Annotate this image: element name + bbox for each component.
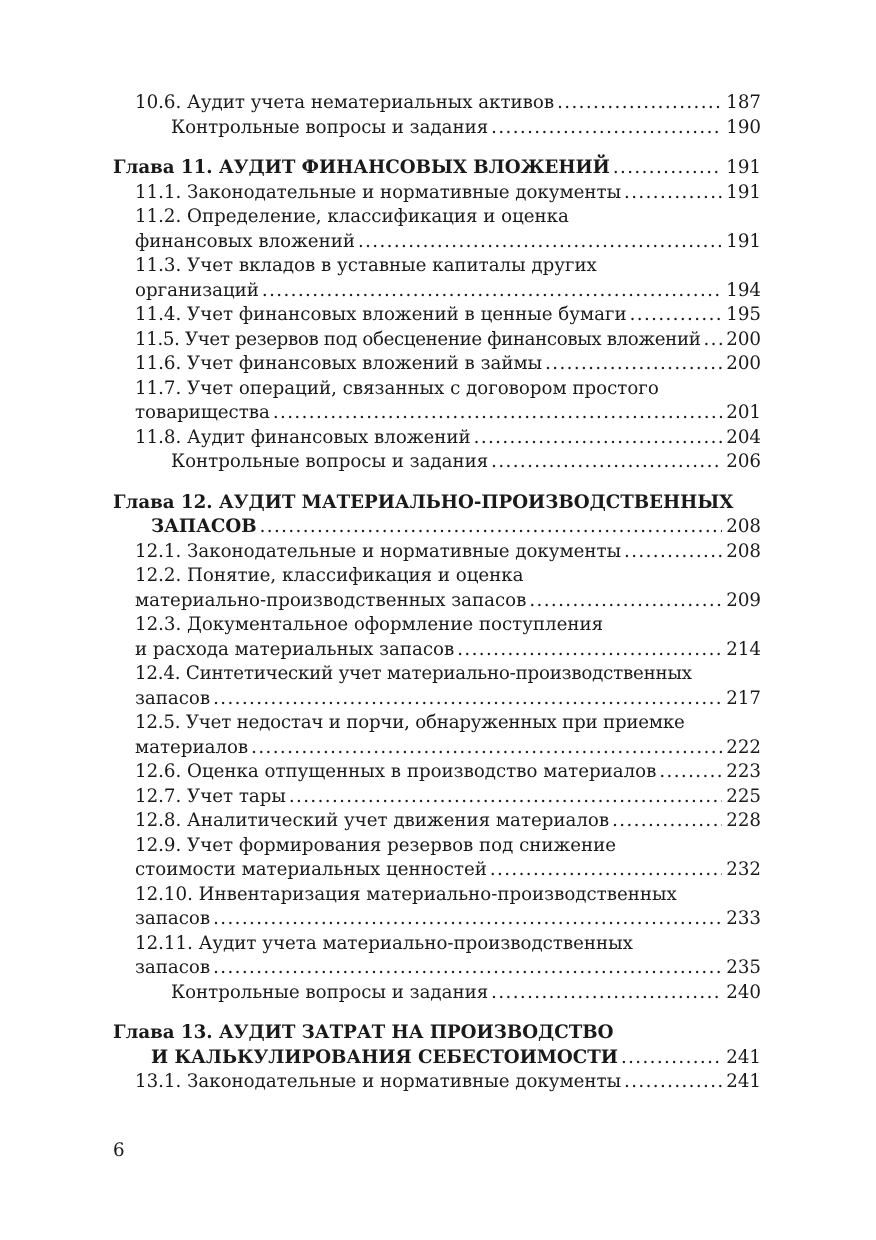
leader-dots bbox=[273, 401, 722, 426]
toc-entry-page: 200 bbox=[726, 353, 761, 374]
toc-entry-title: и расхода материальных запасов bbox=[135, 638, 455, 660]
spacer bbox=[113, 140, 761, 156]
toc-entry-title: финансовых вложений bbox=[135, 230, 355, 252]
leader-dots bbox=[491, 116, 722, 141]
toc-entry-11-3 bbox=[113, 279, 761, 304]
toc-entry-11-3-line1: 11.3. Учет вкладов в уставные капиталы других bbox=[135, 255, 597, 276]
toc-entry-13-1 bbox=[113, 1070, 761, 1095]
toc-entry-12-3 bbox=[113, 638, 761, 663]
toc-entry-12-2-line1: 12.2. Понятие, классификация и оценка bbox=[135, 565, 524, 586]
leader-dots bbox=[251, 736, 722, 761]
leader-dots bbox=[624, 1070, 722, 1095]
toc-entry-title: Контрольные вопросы и задания bbox=[171, 981, 489, 1003]
toc-entry-12-5 bbox=[113, 736, 761, 761]
toc-entry-title: 11.4. Учет финансовых вложений в ценные бумаги bbox=[135, 304, 627, 325]
toc-entry-page: 191 bbox=[726, 230, 761, 252]
chapter-title: ЗАПАСОВ bbox=[151, 516, 257, 537]
toc-entry-page: 204 bbox=[726, 426, 761, 448]
toc-entry-11-7 bbox=[113, 401, 761, 426]
chapter-title: Глава 11. АУДИТ ФИНАНСОВЫХ ВЛОЖЕНИЙ bbox=[113, 157, 610, 178]
toc-entry-11-2-line1: 11.2. Определение, классификация и оценка bbox=[135, 206, 569, 227]
toc-entry-page: 228 bbox=[726, 810, 761, 831]
toc-entry-page: 191 bbox=[726, 181, 761, 203]
toc-entry-11-1 bbox=[113, 181, 761, 206]
toc-entry-12-11 bbox=[113, 956, 761, 981]
leader-dots bbox=[529, 589, 722, 614]
toc-entry-page: 241 bbox=[726, 1071, 761, 1092]
toc-entry-12-2 bbox=[113, 589, 761, 614]
toc-entry-page: 191 bbox=[726, 157, 761, 178]
leader-dots bbox=[213, 687, 722, 712]
toc-chapter-12 bbox=[113, 515, 761, 540]
toc-entry-page: 241 bbox=[726, 1046, 761, 1068]
toc-entry-page: 209 bbox=[726, 589, 761, 611]
toc-entry-12-6 bbox=[113, 760, 761, 785]
toc-entry-questions-ch12 bbox=[113, 981, 761, 1006]
toc-entry-title: 10.6. Аудит учета нематериальных активов bbox=[135, 92, 555, 113]
toc-entry-12-9 bbox=[113, 858, 761, 883]
toc-entry-11-8 bbox=[113, 426, 761, 451]
leader-dots bbox=[260, 515, 723, 540]
toc-entry-12-11-line1: 12.11. Аудит учета материально-производственных bbox=[135, 932, 633, 954]
toc-entry-page: 208 bbox=[726, 540, 761, 562]
toc-entry-12-10-line1: 12.10. Инвентаризация материально-производственных bbox=[135, 883, 677, 905]
toc-entry-page: 208 bbox=[726, 516, 761, 537]
leader-dots bbox=[621, 1046, 722, 1071]
toc-chapter-12-line1: Глава 12. АУДИТ МАТЕРИАЛЬНО-ПРОИЗВОДСТВЕННЫХ bbox=[113, 491, 734, 513]
toc-entry-11-7-line1: 11.7. Учет операций, связанных с договором простого bbox=[135, 377, 659, 399]
toc-entry-12-9-line1: 12.9. Учет формирования резервов под снижение bbox=[135, 834, 617, 856]
toc-entry-page: 194 bbox=[726, 279, 761, 301]
toc-entry-11-6 bbox=[113, 352, 761, 377]
toc-entry-title: Контрольные вопросы и задания bbox=[171, 116, 489, 138]
toc-entry-page: 232 bbox=[726, 859, 761, 880]
toc-entry-12-4 bbox=[113, 687, 761, 712]
toc-entry-title: материально-производственных запасов bbox=[135, 589, 527, 611]
toc-entry-page: 187 bbox=[726, 92, 761, 113]
toc-entry-11-2 bbox=[113, 230, 761, 255]
toc-entry-page: 225 bbox=[726, 785, 761, 807]
chapter-title: И КАЛЬКУЛИРОВАНИЯ СЕБЕСТОИМОСТИ bbox=[151, 1046, 618, 1068]
leader-dots bbox=[490, 858, 722, 883]
toc-entry-title: товарищества bbox=[135, 402, 270, 423]
toc-entry-title: организаций bbox=[135, 279, 259, 301]
toc-entry-12-1 bbox=[113, 540, 761, 565]
leader-dots bbox=[358, 230, 722, 255]
leader-dots bbox=[213, 956, 722, 981]
leader-dots bbox=[491, 981, 722, 1006]
leader-dots bbox=[474, 426, 723, 451]
toc-entry-questions-ch10 bbox=[113, 116, 761, 141]
leader-dots bbox=[262, 279, 722, 304]
toc-entry-title: материалов bbox=[135, 736, 249, 758]
toc-entry-title: 12.6. Оценка отпущенных в производство материалов bbox=[135, 761, 657, 782]
toc-entry-title: запасов bbox=[135, 687, 211, 709]
toc-entry-page: 190 bbox=[726, 116, 761, 138]
toc-entry-page: 233 bbox=[726, 908, 761, 929]
toc-entry-12-10 bbox=[113, 907, 761, 932]
leader-dots bbox=[289, 785, 722, 810]
toc-entry-title: 11.1. Законодательные и нормативные документы bbox=[135, 181, 622, 203]
toc-entry-title: 12.1. Законодательные и нормативные документы bbox=[135, 540, 622, 562]
leader-dots bbox=[613, 156, 722, 181]
leader-dots bbox=[624, 181, 722, 206]
leader-dots bbox=[659, 760, 722, 785]
toc-entry-title: запасов bbox=[135, 908, 211, 929]
toc-entry-title: Контрольные вопросы и задания bbox=[171, 451, 489, 472]
toc-entry-page: 235 bbox=[726, 957, 761, 978]
leader-dots bbox=[491, 450, 722, 475]
toc-entry-12-3-line1: 12.3. Документальное оформление поступления bbox=[135, 614, 604, 635]
toc-chapter-13-line1: Глава 13. АУДИТ ЗАТРАТ НА ПРОИЗВОДСТВО bbox=[113, 1022, 614, 1043]
spacer bbox=[113, 475, 761, 491]
toc-entry-page: 222 bbox=[726, 736, 761, 758]
toc-entry-title: 11.5. Учет резервов под обесценение финансовых вложений bbox=[135, 328, 701, 350]
toc-entry-title: 12.8. Аналитический учет движения материалов bbox=[135, 810, 610, 831]
toc-entry-page: 217 bbox=[726, 687, 761, 709]
toc-entry-12-4-line1: 12.4. Синтетический учет материально-производственных bbox=[135, 663, 692, 684]
leader-dots bbox=[545, 352, 722, 377]
leader-dots bbox=[457, 638, 722, 663]
leader-dots bbox=[612, 809, 722, 834]
spacer bbox=[113, 1005, 761, 1021]
leader-dots bbox=[630, 303, 723, 328]
toc-entry-11-5 bbox=[113, 328, 761, 353]
toc-entry-page: 201 bbox=[726, 402, 761, 423]
table-of-contents bbox=[113, 91, 761, 1095]
toc-entry-page: 206 bbox=[726, 451, 761, 472]
toc-entry-title: 13.1. Законодательные и нормативные документы bbox=[135, 1071, 622, 1092]
toc-entry-title: запасов bbox=[135, 957, 211, 978]
toc-entry-title: 11.8. Аудит финансовых вложений bbox=[135, 426, 471, 448]
toc-entry-12-7 bbox=[113, 785, 761, 810]
toc-entry-12-8 bbox=[113, 809, 761, 834]
page-number: 6 bbox=[113, 1140, 125, 1161]
toc-entry-page: 240 bbox=[726, 981, 761, 1003]
toc-entry-questions-ch11 bbox=[113, 450, 761, 475]
toc-entry-title: 11.6. Учет финансовых вложений в займы bbox=[135, 353, 543, 374]
toc-entry-page: 200 bbox=[726, 328, 761, 350]
toc-chapter-11 bbox=[113, 156, 761, 181]
toc-entry-page: 223 bbox=[726, 761, 761, 782]
leader-dots bbox=[213, 907, 722, 932]
toc-chapter-13 bbox=[113, 1046, 761, 1071]
toc-entry-11-4 bbox=[113, 303, 761, 328]
leader-dots bbox=[624, 540, 722, 565]
leader-dots bbox=[557, 91, 722, 116]
toc-entry-title: 12.7. Учет тары bbox=[135, 785, 286, 807]
toc-entry-title: стоимости материальных ценностей bbox=[135, 859, 487, 880]
leader-dots bbox=[704, 328, 723, 353]
toc-entry-10-6 bbox=[113, 91, 761, 116]
toc-entry-page: 195 bbox=[726, 304, 761, 325]
toc-entry-page: 214 bbox=[726, 638, 761, 660]
toc-entry-12-5-line1: 12.5. Учет недостач и порчи, обнаруженных при приемке bbox=[135, 712, 685, 733]
